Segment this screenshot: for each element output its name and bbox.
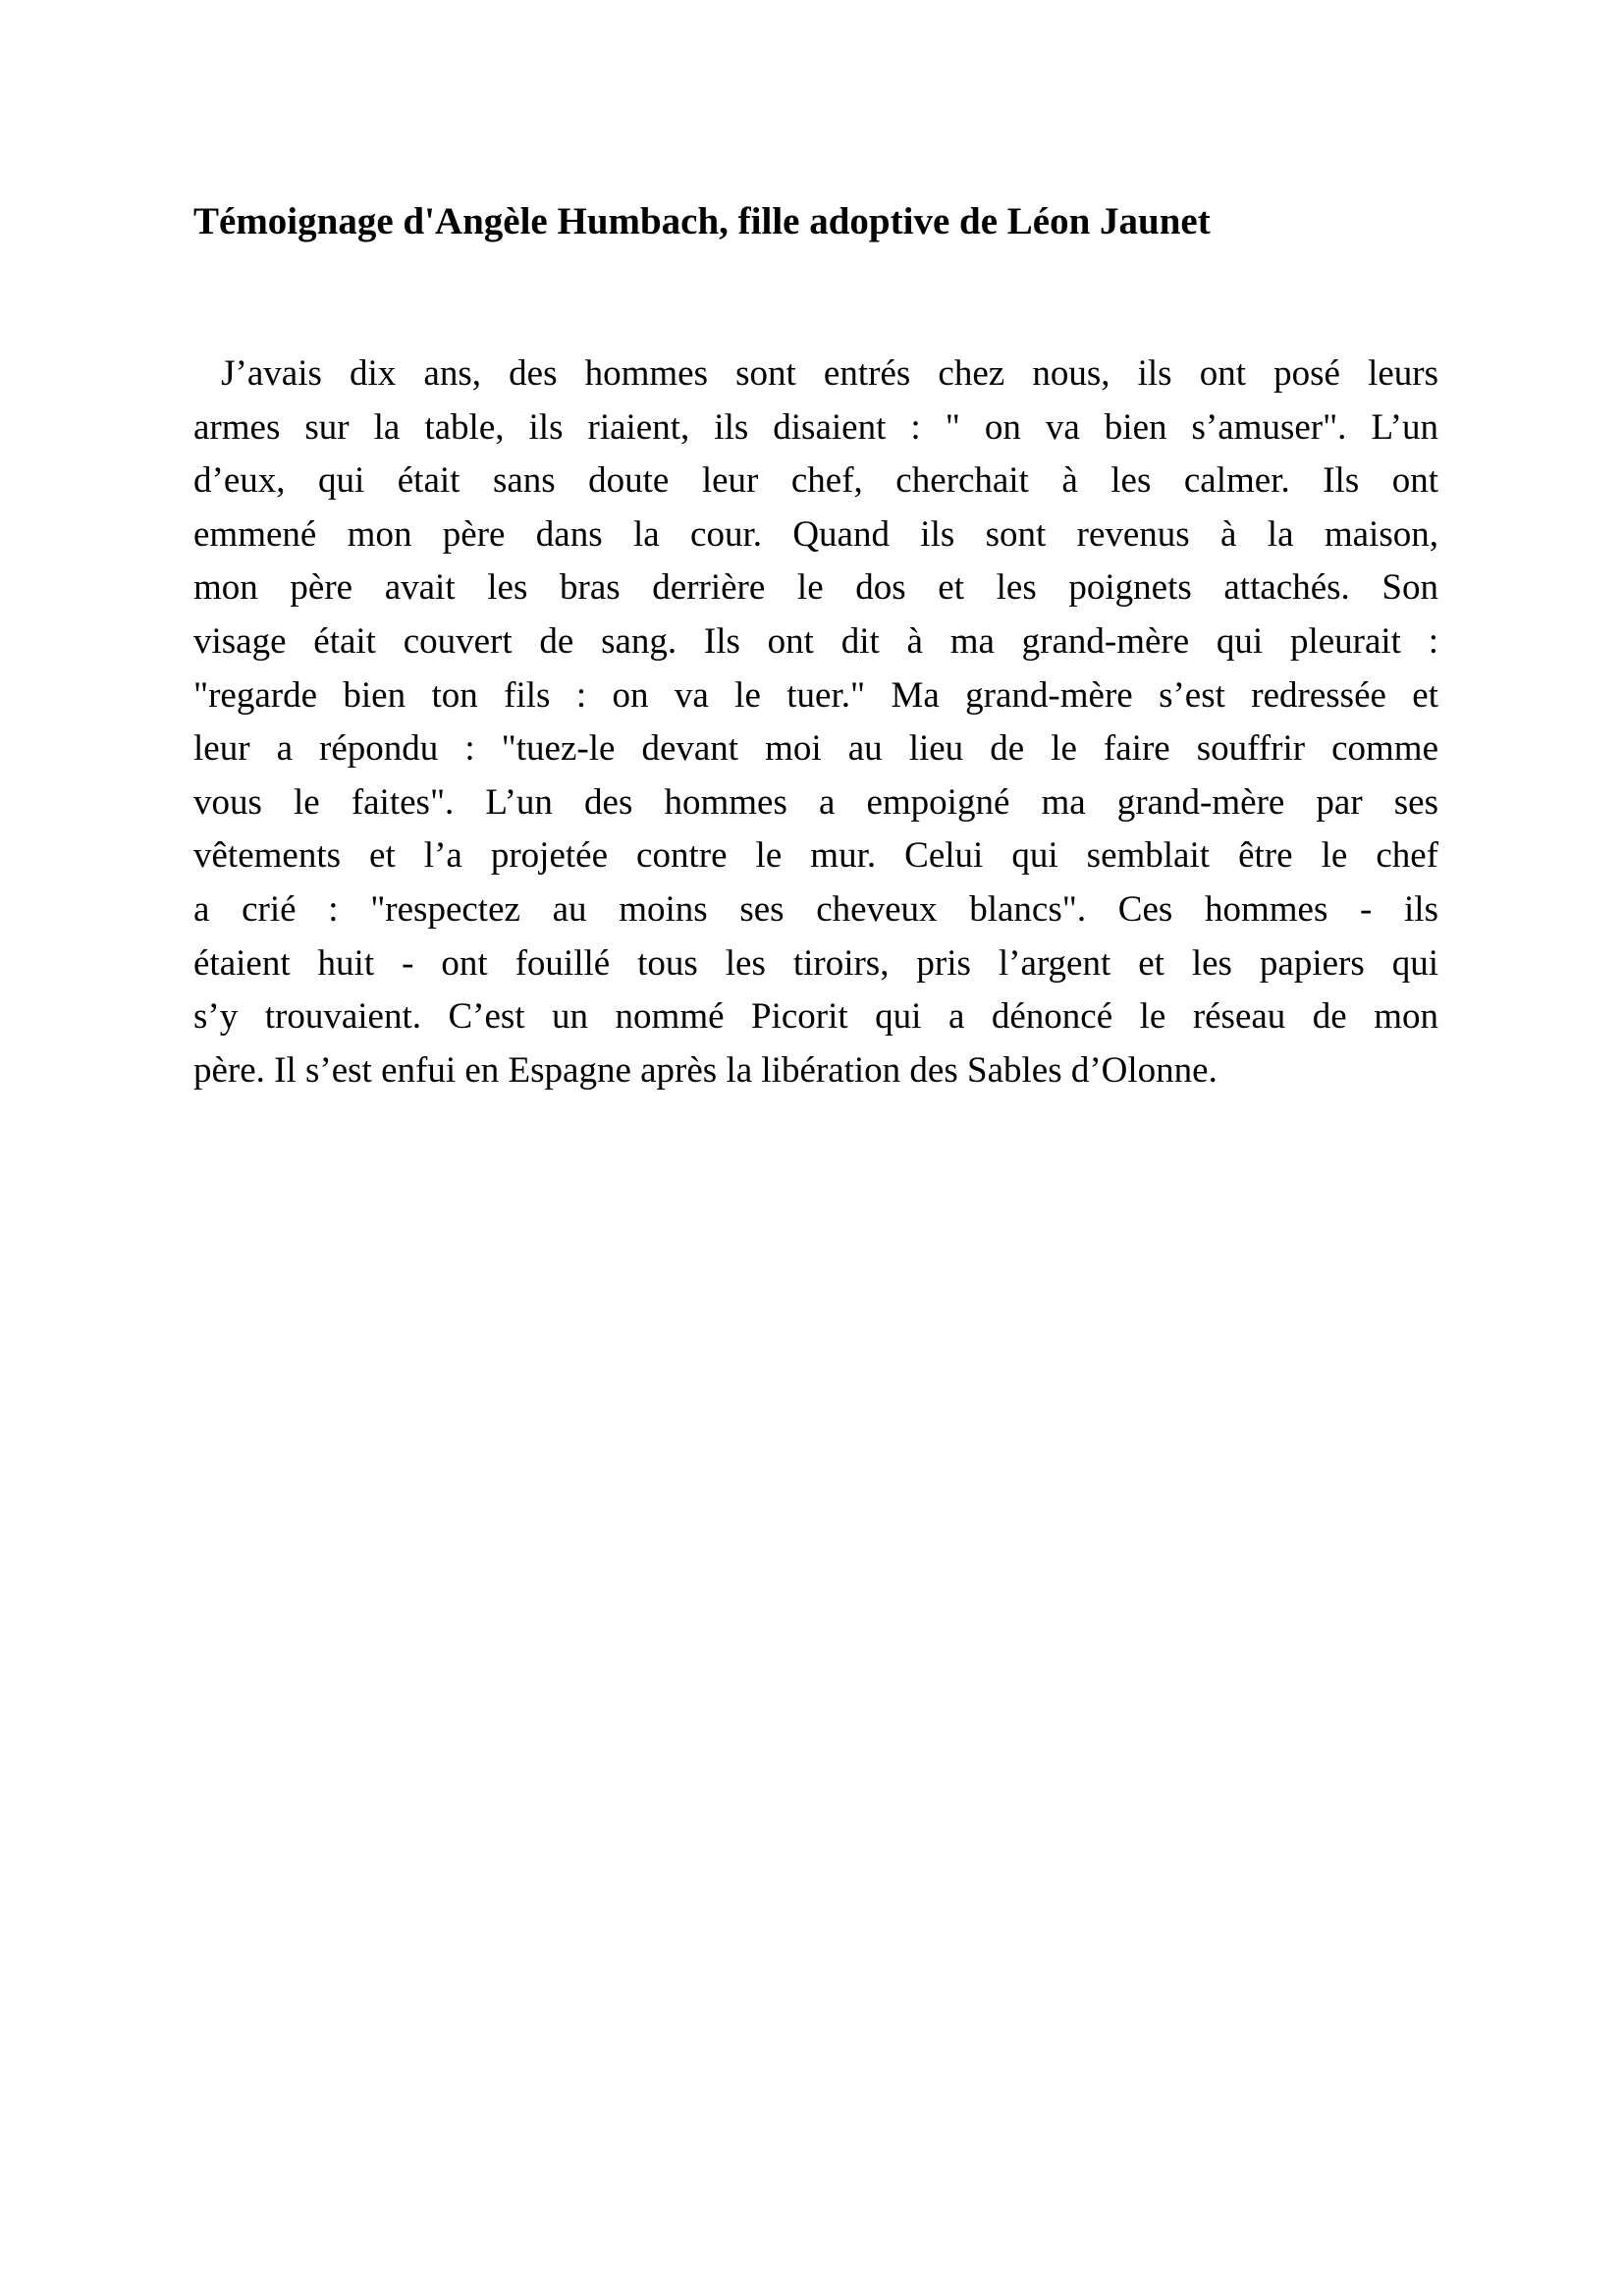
paragraph-line: mon père avait les bras derrière le dos et les poignets attachés. Son [193,567,1438,609]
paragraph-line: visage était couvert de sang. Ils ont dit à ma grand-mère qui pleurait : [193,620,1438,662]
paragraph-line: d’eux, qui était sans doute leur chef, cherchait à les calmer. Ils ont [193,460,1438,502]
paragraph-line: s’y trouvaient. C’est un nommé Picorit qui a dénoncé le réseau de mon [193,996,1438,1038]
paragraph-line: leur a répondu : "tuez-le devant moi au lieu de le faire souffrir comme [193,728,1438,770]
testimony-paragraph [193,347,1438,1097]
paragraph-line: a crié : "respectez au moins ses cheveux blancs". Ces hommes - ils [193,888,1438,930]
paragraph-line: armes sur la table, ils riaient, ils disaient : " on va bien s’amuser". L’un [193,406,1438,448]
paragraph-line: vêtements et l’a projetée contre le mur. Celui qui semblait être le chef [193,835,1438,877]
document-title: Témoignage d'Angèle Humbach, fille adoptive de Léon Jaunet [193,200,1211,242]
paragraph-line: emmené mon père dans la cour. Quand ils sont revenus à la maison, [193,513,1438,555]
paragraph-line: père. Il s’est enfui en Espagne après la libération des Sables d’Olonne. [193,1049,1218,1091]
paragraph-line: étaient huit - ont fouillé tous les tiroirs, pris l’argent et les papiers qui [193,942,1438,984]
paragraph-line: J’avais dix ans, des hommes sont entrés chez nous, ils ont posé leurs [193,353,1438,394]
paragraph-line: "regarde bien ton fils : on va le tuer." Ma grand-mère s’est redressée et [193,674,1438,716]
paragraph-line: vous le faites". L’un des hommes a empoigné ma grand-mère par ses [193,781,1438,823]
